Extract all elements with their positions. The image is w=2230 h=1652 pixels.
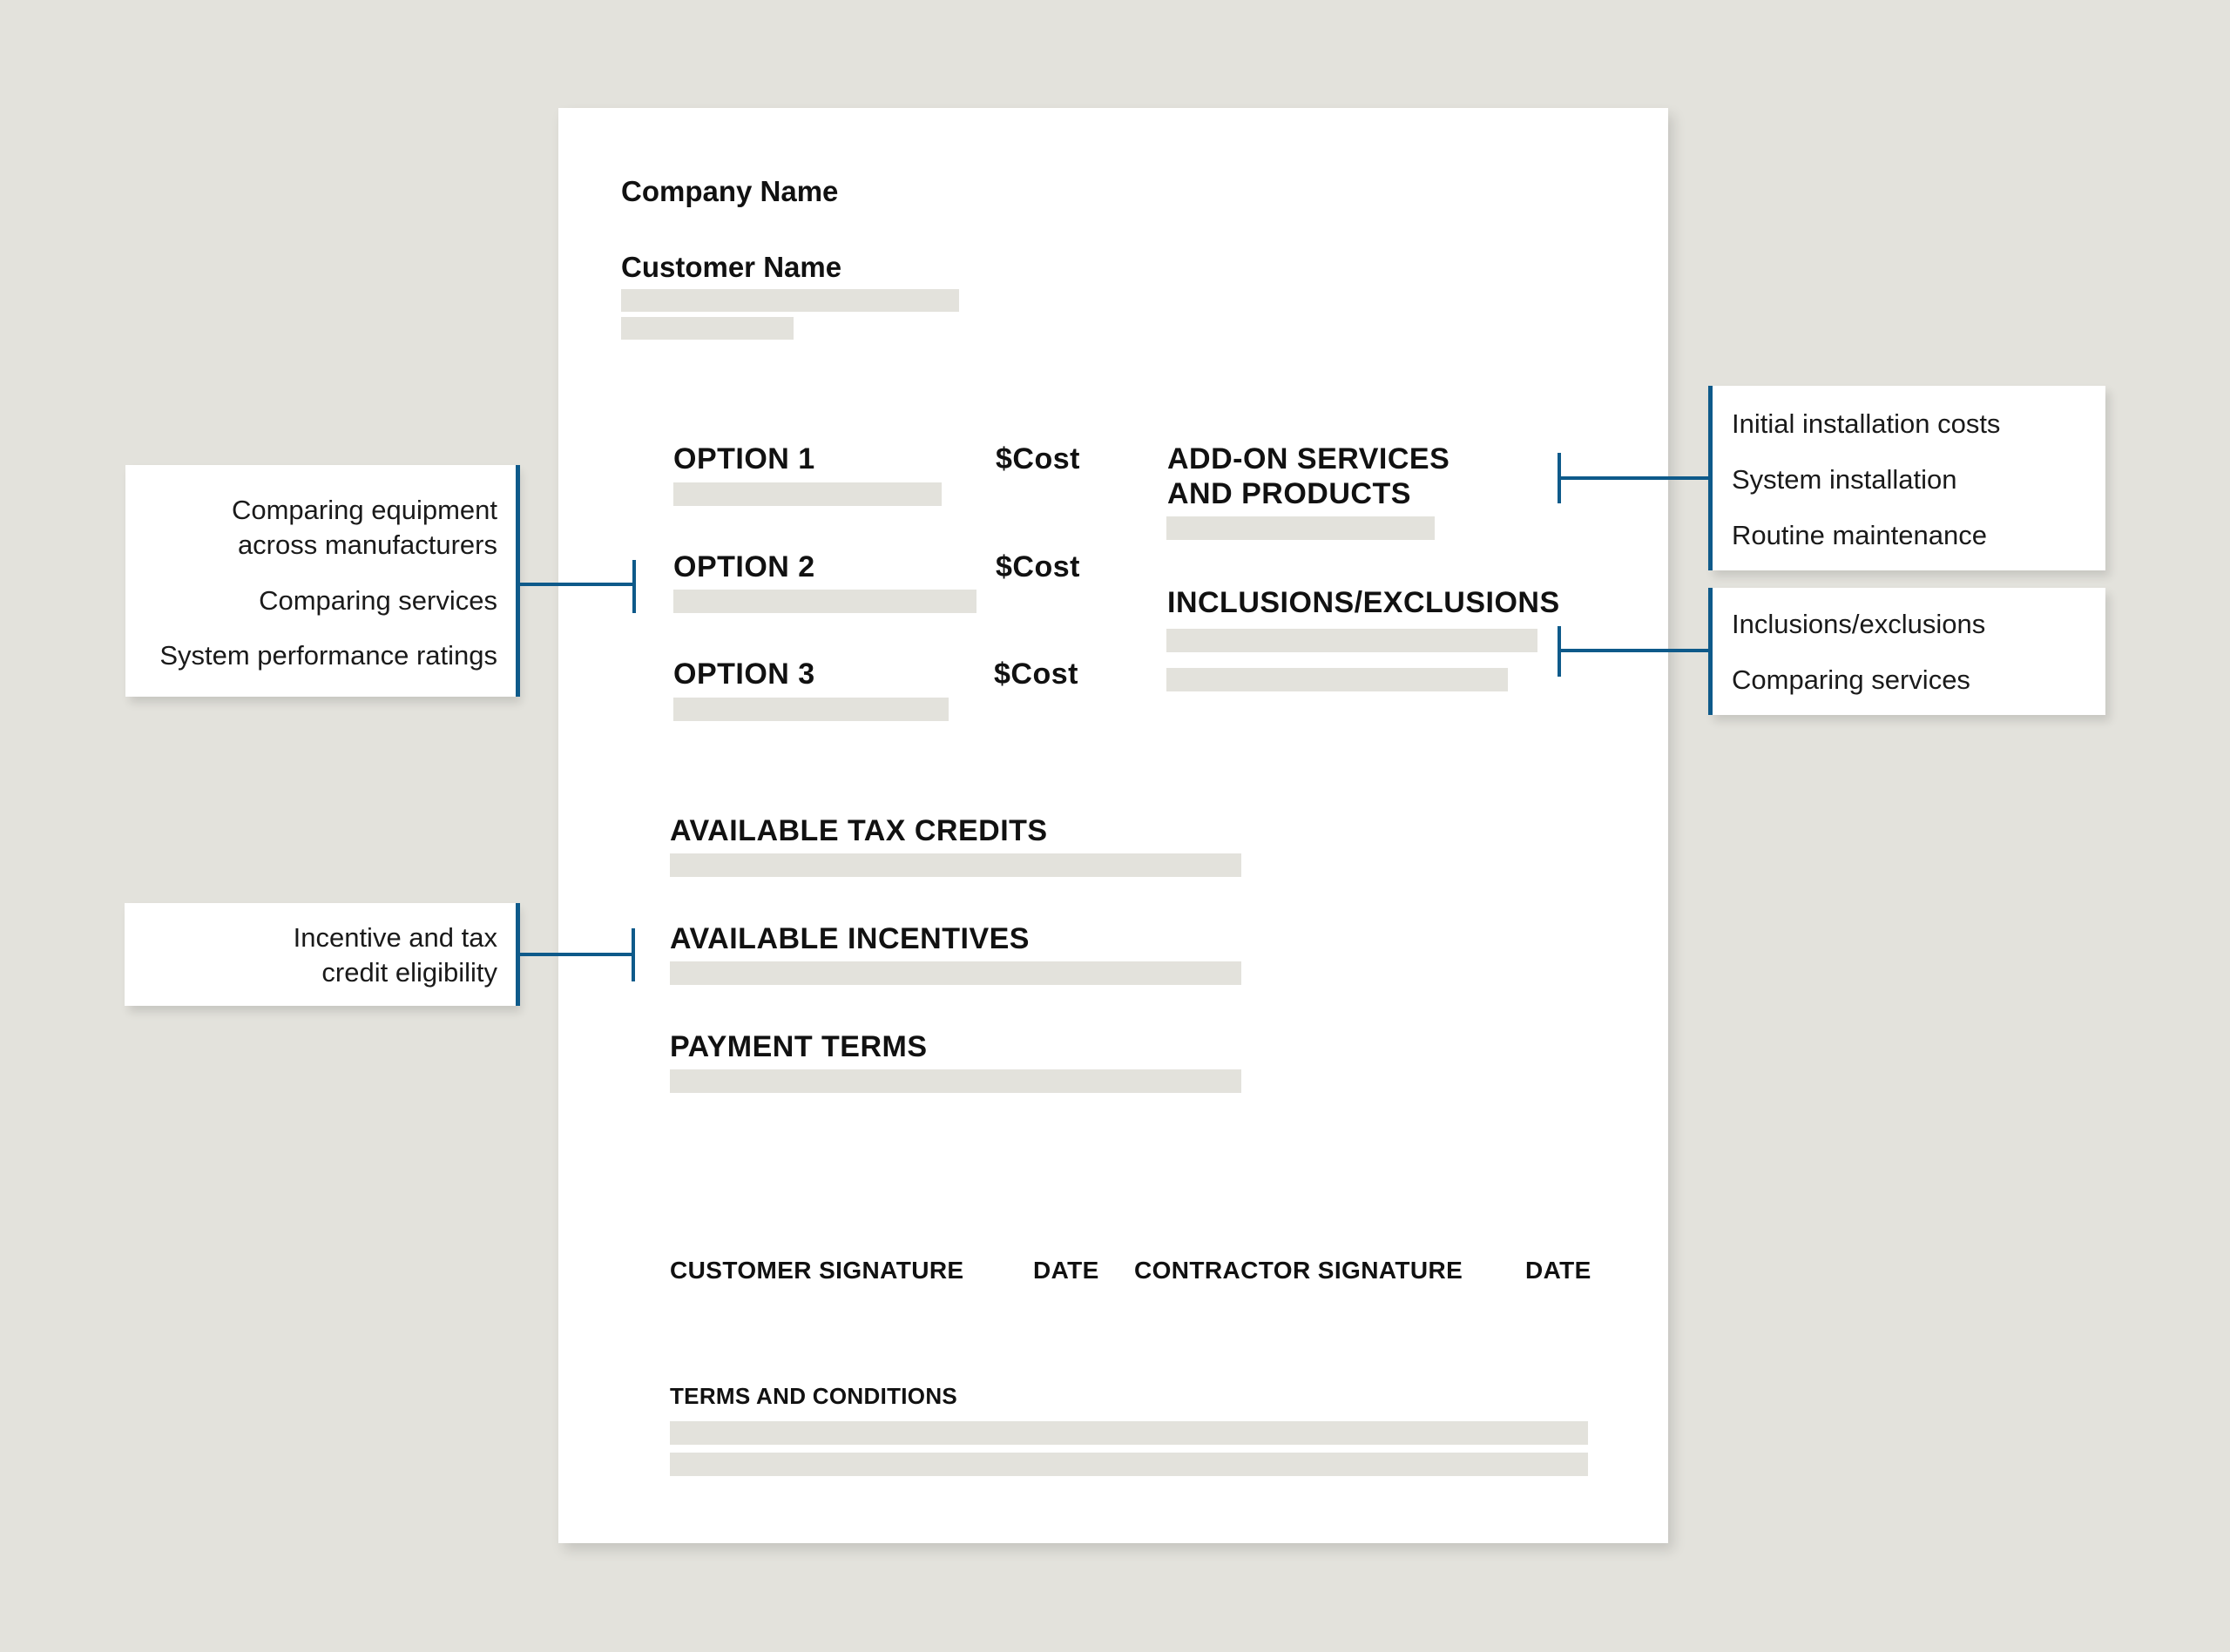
bracket-end	[1558, 453, 1561, 503]
callout-text: Comparing equipment	[231, 495, 497, 525]
inclusions-bar	[1166, 668, 1508, 691]
terms-bar	[670, 1453, 1588, 1476]
payment-terms-heading: PAYMENT TERMS	[670, 1030, 928, 1063]
estimate-document	[558, 108, 1668, 1543]
bracket-connector	[516, 953, 634, 956]
option-3-bar	[673, 698, 949, 721]
inclusions-heading: INCLUSIONS/EXCLUSIONS	[1167, 586, 1560, 619]
bracket-connector	[516, 583, 635, 586]
option-2-label: OPTION 2	[673, 550, 815, 583]
bracket-end	[1558, 626, 1561, 677]
inclusions-bar	[1166, 629, 1537, 652]
callout-text: System installation	[1732, 464, 1957, 495]
callout-incentives	[125, 903, 517, 1006]
bracket-end	[632, 928, 635, 981]
addon-heading-line2: AND PRODUCTS	[1167, 477, 1411, 510]
date-label: DATE	[1525, 1257, 1591, 1284]
tax-credits-heading: AVAILABLE TAX CREDITS	[670, 814, 1048, 847]
callout-text: across manufacturers	[237, 529, 497, 560]
callout-text: Comparing services	[1732, 664, 1970, 695]
customer-signature-label: CUSTOMER SIGNATURE	[670, 1257, 964, 1284]
bracket-connector	[1558, 476, 1711, 480]
addon-bar	[1166, 516, 1435, 540]
terms-bar	[670, 1421, 1588, 1445]
callout-text: Initial installation costs	[1732, 408, 2001, 439]
option-1-cost: $Cost	[996, 442, 1080, 475]
contractor-signature-label: CONTRACTOR SIGNATURE	[1134, 1257, 1463, 1284]
customer-name: Customer Name	[621, 251, 842, 283]
date-label: DATE	[1033, 1257, 1099, 1284]
callout-text: credit eligibility	[321, 957, 497, 988]
tax-credits-bar	[670, 853, 1241, 877]
customer-address-bar	[621, 317, 794, 340]
option-3-cost: $Cost	[994, 657, 1078, 691]
bracket-connector	[1558, 649, 1711, 652]
customer-address-bar	[621, 289, 959, 312]
callout-inclusions	[1709, 588, 2105, 715]
addon-heading-line1: ADD-ON SERVICES	[1167, 442, 1450, 475]
option-2-bar	[673, 590, 976, 613]
callout-text: Inclusions/exclusions	[1732, 609, 1986, 639]
option-2-cost: $Cost	[996, 550, 1080, 583]
option-3-label: OPTION 3	[673, 657, 815, 691]
callout-text: System performance ratings	[159, 640, 497, 671]
callout-addons	[1709, 386, 2105, 570]
option-1-label: OPTION 1	[673, 442, 815, 475]
incentives-bar	[670, 961, 1241, 985]
incentives-heading: AVAILABLE INCENTIVES	[670, 922, 1030, 955]
callout-options	[125, 465, 517, 697]
callout-text: Routine maintenance	[1732, 520, 1987, 550]
payment-terms-bar	[670, 1069, 1241, 1093]
bracket-end	[632, 560, 636, 613]
callout-text: Incentive and tax	[293, 922, 497, 953]
option-1-bar	[673, 482, 942, 506]
bracket-line	[516, 465, 520, 697]
terms-heading: TERMS AND CONDITIONS	[670, 1383, 958, 1409]
company-name: Company Name	[621, 175, 839, 207]
callout-text: Comparing services	[259, 585, 497, 616]
